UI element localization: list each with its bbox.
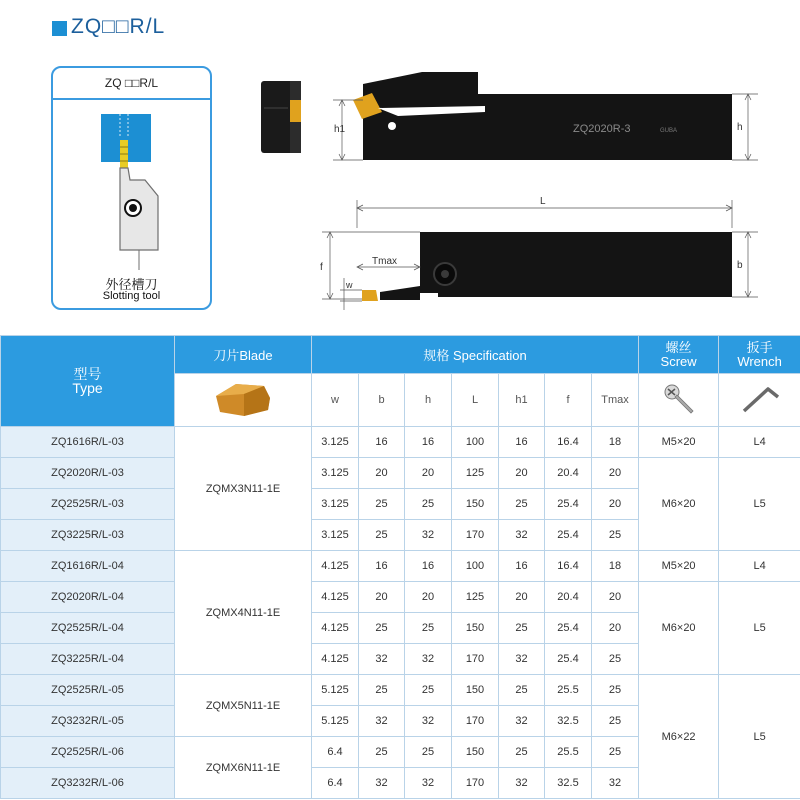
spec-cell-f: 25.4 [545, 644, 592, 675]
screw-cell: M6×20 [639, 458, 719, 551]
spec-cell-tmax: 20 [592, 458, 639, 489]
blade-cell: ZQMX3N11-1E [175, 427, 312, 551]
spec-cell-b: 20 [359, 582, 405, 613]
type-cell: ZQ2525R/L-05 [1, 675, 175, 706]
spec-cell-l: 100 [452, 551, 499, 582]
spec-cell-f: 16.4 [545, 427, 592, 458]
spec-cell-h: 32 [405, 644, 452, 675]
spec-cell-w: 6.4 [312, 737, 359, 768]
wrench-header-en: Wrench [737, 353, 782, 369]
spec-cell-tmax: 20 [592, 613, 639, 644]
hex-wrench-icon [719, 374, 800, 427]
spec-cell-b: 25 [359, 520, 405, 551]
spec-cell-l: 150 [452, 613, 499, 644]
blade-insert-icon [175, 374, 312, 427]
spec-cell-b: 25 [359, 737, 405, 768]
screw-header-en: Screw [660, 353, 697, 369]
spec-cell-h: 25 [405, 613, 452, 644]
spec-cell-f: 20.4 [545, 582, 592, 613]
holder-small-mark: GUBA [660, 128, 678, 134]
page-title: ZQ□□R/L [71, 15, 166, 38]
spec-cell-b: 32 [359, 706, 405, 737]
spec-cell-b: 16 [359, 551, 405, 582]
spec-cell-f: 25.5 [545, 675, 592, 706]
spec-cell-l: 170 [452, 706, 499, 737]
dim-h1-label: h1 [334, 124, 346, 135]
screw-cell: M5×20 [639, 427, 719, 458]
spec-table [0, 335, 800, 799]
type-cell: ZQ3225R/L-03 [1, 520, 175, 551]
spec-cell-h1: 25 [499, 737, 545, 768]
spec-cell-tmax: 25 [592, 520, 639, 551]
wrench-cell: L5 [719, 582, 800, 675]
spec-cell-h1: 16 [499, 427, 545, 458]
spec-cell-w: 3.125 [312, 458, 359, 489]
table-row [1, 458, 800, 489]
tool-holder-drawing [250, 60, 780, 315]
wrench-cell: L4 [719, 427, 800, 458]
spec-cell-h: 20 [405, 582, 452, 613]
spec-cell-h1: 16 [499, 551, 545, 582]
table-row [1, 675, 800, 706]
dim-L-label: L [540, 196, 546, 207]
tool-icon-label-en: Slotting tool [102, 290, 161, 302]
screw-cell: M5×20 [639, 551, 719, 582]
spec-cell-l: 150 [452, 489, 499, 520]
spec-cell-h1: 25 [499, 489, 545, 520]
spec-cell-f: 25.4 [545, 613, 592, 644]
dim-h-label: h [737, 122, 743, 133]
spec-cell-l: 150 [452, 737, 499, 768]
spec-cell-tmax: 20 [592, 489, 639, 520]
spec-cell-l: 170 [452, 768, 499, 799]
type-header-cn: 型号 [73, 366, 102, 382]
spec-cell-h: 32 [405, 520, 452, 551]
spec-cell-b: 25 [359, 489, 405, 520]
spec-cell-w: 4.125 [312, 582, 359, 613]
wrench-header [719, 336, 800, 374]
spec-col-h: h [405, 374, 452, 427]
spec-cell-f: 25.4 [545, 520, 592, 551]
type-cell: ZQ2525R/L-06 [1, 737, 175, 768]
spec-cell-h: 20 [405, 458, 452, 489]
spec-cell-w: 3.125 [312, 520, 359, 551]
screw-cell: M6×22 [639, 675, 719, 799]
spec-cell-w: 6.4 [312, 768, 359, 799]
spec-cell-f: 20.4 [545, 458, 592, 489]
screw-cell: M6×20 [639, 582, 719, 675]
spec-cell-h1: 20 [499, 582, 545, 613]
type-cell: ZQ2525R/L-04 [1, 613, 175, 644]
spec-cell-w: 4.125 [312, 644, 359, 675]
spec-cell-h: 25 [405, 737, 452, 768]
table-row [1, 427, 800, 458]
type-cell: ZQ2020R/L-04 [1, 582, 175, 613]
dim-b-label: b [737, 260, 743, 271]
spec-col-b: b [359, 374, 405, 427]
spec-cell-b: 32 [359, 644, 405, 675]
type-cell: ZQ3232R/L-05 [1, 706, 175, 737]
type-cell: ZQ1616R/L-04 [1, 551, 175, 582]
wrench-header-cn: 扳手 [746, 339, 773, 355]
spec-cell-b: 20 [359, 458, 405, 489]
screw-header-cn: 螺丝 [665, 339, 692, 355]
spec-cell-h1: 32 [499, 768, 545, 799]
spec-cell-h1: 32 [499, 520, 545, 551]
spec-cell-w: 5.125 [312, 706, 359, 737]
spec-cell-l: 170 [452, 644, 499, 675]
spec-cell-l: 100 [452, 427, 499, 458]
spec-cell-l: 150 [452, 675, 499, 706]
spec-cell-f: 32.5 [545, 768, 592, 799]
spec-cell-f: 25.4 [545, 489, 592, 520]
spec-cell-h1: 25 [499, 675, 545, 706]
spec-cell-tmax: 32 [592, 768, 639, 799]
blade-header: 刀片Blade [175, 336, 312, 374]
spec-cell-tmax: 18 [592, 551, 639, 582]
spec-col-f: f [545, 374, 592, 427]
type-cell: ZQ3225R/L-04 [1, 644, 175, 675]
slotting-tool-icon [53, 100, 210, 272]
dim-w-label: w [346, 280, 353, 290]
holder-top-view [362, 232, 732, 301]
dim-f-label: f [320, 262, 323, 273]
spec-cell-l: 125 [452, 582, 499, 613]
spec-cell-b: 25 [359, 675, 405, 706]
spec-cell-w: 5.125 [312, 675, 359, 706]
type-header [1, 336, 175, 427]
wrench-cell: L5 [719, 675, 800, 799]
spec-cell-h: 25 [405, 675, 452, 706]
table-row [1, 551, 800, 582]
table-row [1, 582, 800, 613]
type-cell: ZQ3232R/L-06 [1, 768, 175, 799]
spec-cell-h1: 32 [499, 706, 545, 737]
spec-col-h1: h1 [499, 374, 545, 427]
spec-cell-f: 25.5 [545, 737, 592, 768]
spec-cell-w: 3.125 [312, 489, 359, 520]
type-cell: ZQ2020R/L-03 [1, 458, 175, 489]
spec-cell-h: 32 [405, 768, 452, 799]
spec-cell-l: 125 [452, 458, 499, 489]
spec-cell-tmax: 25 [592, 675, 639, 706]
spec-cell-b: 25 [359, 613, 405, 644]
spec-cell-f: 32.5 [545, 706, 592, 737]
spec-header: 规格 Specification [312, 336, 639, 374]
blade-cell: ZQMX5N11-1E [175, 675, 312, 737]
spec-cell-h: 16 [405, 427, 452, 458]
spec-cell-h1: 20 [499, 458, 545, 489]
spec-cell-w: 4.125 [312, 551, 359, 582]
wrench-cell: L4 [719, 551, 800, 582]
spec-col-L: L [452, 374, 499, 427]
spec-cell-tmax: 18 [592, 427, 639, 458]
spec-col-w: w [312, 374, 359, 427]
tool-icon-label-cn: 外径槽刀 [105, 277, 158, 292]
blade-cell: ZQMX6N11-1E [175, 737, 312, 799]
spec-cell-tmax: 25 [592, 706, 639, 737]
title-marker [52, 21, 67, 36]
tool-icon-card-title: ZQ □□R/L [53, 68, 210, 100]
type-cell: ZQ2525R/L-03 [1, 489, 175, 520]
spec-cell-w: 4.125 [312, 613, 359, 644]
spec-cell-tmax: 25 [592, 644, 639, 675]
type-cell: ZQ1616R/L-03 [1, 427, 175, 458]
spec-cell-tmax: 20 [592, 582, 639, 613]
blade-cell: ZQMX4N11-1E [175, 551, 312, 675]
holder-engraving: ZQ2020R-3 [573, 123, 631, 135]
spec-cell-b: 16 [359, 427, 405, 458]
spec-cell-h: 16 [405, 551, 452, 582]
wrench-cell: L5 [719, 458, 800, 551]
holder-side-view [353, 72, 732, 160]
spec-cell-h1: 25 [499, 613, 545, 644]
tool-icon-card [51, 66, 212, 310]
spec-cell-f: 16.4 [545, 551, 592, 582]
spec-cell-l: 170 [452, 520, 499, 551]
spec-col-tmax: Tmax [592, 374, 639, 427]
screw-icon [639, 374, 719, 427]
spec-cell-h: 25 [405, 489, 452, 520]
spec-cell-b: 32 [359, 768, 405, 799]
spec-cell-h1: 32 [499, 644, 545, 675]
screw-header [639, 336, 719, 374]
spec-cell-h: 32 [405, 706, 452, 737]
type-header-en: Type [72, 380, 103, 396]
spec-cell-w: 3.125 [312, 427, 359, 458]
spec-cell-tmax: 25 [592, 737, 639, 768]
dim-tmax-label: Tmax [372, 256, 397, 267]
holder-end-view [261, 81, 301, 153]
